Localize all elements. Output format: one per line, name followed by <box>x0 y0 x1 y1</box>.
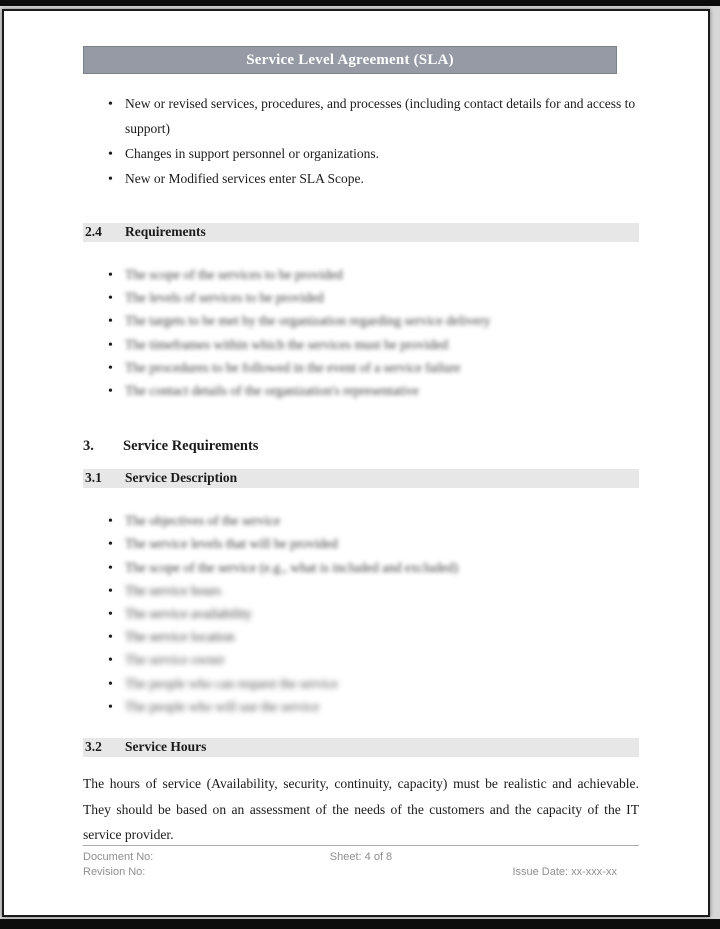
photo-border-bottom <box>0 919 720 929</box>
bullet-icon <box>108 286 113 310</box>
section-heading-3 <box>83 438 639 454</box>
section-number: 3. <box>83 438 94 455</box>
blurred-list-item: • The contact details of the organization's representative <box>83 379 639 402</box>
blurred-list-item: • The targets to be met by the organization regarding service delivery <box>83 309 639 332</box>
bullet-icon <box>108 379 113 403</box>
blurred-list-item: • The service owner <box>83 648 639 671</box>
bullet-icon <box>108 509 113 533</box>
list-item: • New or revised services, procedures, and processes (including contact details for and access to support) <box>83 91 639 141</box>
footer-sheet: Sheet: 4 of 8 <box>329 851 393 863</box>
bullet-icon <box>108 309 113 333</box>
bullet-icon <box>108 672 113 696</box>
section-title: Requirements <box>125 224 206 239</box>
requirements-bullet-list <box>83 263 639 402</box>
blurred-list-item: • The procedures to be followed in the event of a service failure <box>83 356 639 379</box>
blurred-list-item: • The people who will use the service <box>83 695 639 718</box>
footer-revision-no: Revision No: <box>83 866 146 878</box>
footer-issue-date: Issue Date: xx-xxx-xx <box>512 866 617 878</box>
blurred-list-item: • The service hours <box>83 579 639 602</box>
list-item: • New or Modified services enter SLA Scope. <box>83 166 639 191</box>
blurred-list-item: • The objectives of the service <box>83 509 639 532</box>
page-content <box>83 11 639 915</box>
footer-spacer <box>454 850 639 864</box>
blurred-list-item: • The people who can request the service <box>83 672 639 695</box>
blurred-list-item: • The scope of the service (e.g., what is included and excluded) <box>83 556 639 579</box>
bullet-icon <box>108 333 113 357</box>
list-item: • Changes in support personnel or organizations. <box>83 141 639 166</box>
blurred-list-item: • The scope of the services to be provided <box>83 263 639 286</box>
blurred-list-item: • The service levels that will be provided <box>83 532 639 555</box>
footer-spacer <box>268 865 453 879</box>
section-number: 3.1 <box>85 470 102 486</box>
bullet-icon <box>108 602 113 626</box>
bullet-icon <box>108 141 113 167</box>
footer-document-no: Document No: <box>83 851 154 863</box>
section-title: Service Hours <box>125 739 207 755</box>
section-title: Service Description <box>125 470 238 486</box>
bullet-icon <box>108 625 113 649</box>
page-footer <box>83 845 639 879</box>
bullet-icon <box>108 579 113 603</box>
document-title: Service Level Agreement (SLA) <box>246 52 454 68</box>
bullet-icon <box>108 91 113 117</box>
photo-border-top <box>0 0 720 6</box>
blurred-list-item: • The timeframes within which the services must be provided <box>83 333 639 356</box>
bullet-icon <box>108 263 113 287</box>
section-number: 2.4 <box>85 224 102 239</box>
section-heading-3-1 <box>83 469 639 488</box>
section-title: Service Requirements <box>123 438 259 455</box>
bullet-icon <box>108 356 113 380</box>
document-page <box>2 9 710 917</box>
bullet-icon <box>108 166 113 192</box>
blurred-list-item: • The service availability <box>83 602 639 625</box>
section-heading-3-2 <box>83 738 639 757</box>
blurred-list-item: • The service location <box>83 625 639 648</box>
bullet-icon <box>108 532 113 556</box>
service-description-bullet-list <box>83 509 639 718</box>
service-hours-paragraph: The hours of service (Availability, security, continuity, capacity) must be realistic and achievable. They should be based on an assessment of the needs of the customers and the capacity of the IT service provider. <box>83 776 639 843</box>
bullet-icon <box>108 695 113 719</box>
title-bar <box>83 46 617 74</box>
blurred-list-item: • The levels of services to be provided <box>83 286 639 309</box>
bullet-icon <box>108 648 113 672</box>
section-heading-2-4 <box>83 223 639 242</box>
bullet-icon <box>108 556 113 580</box>
intro-bullet-list <box>83 91 639 191</box>
section-number: 3.2 <box>85 739 102 755</box>
